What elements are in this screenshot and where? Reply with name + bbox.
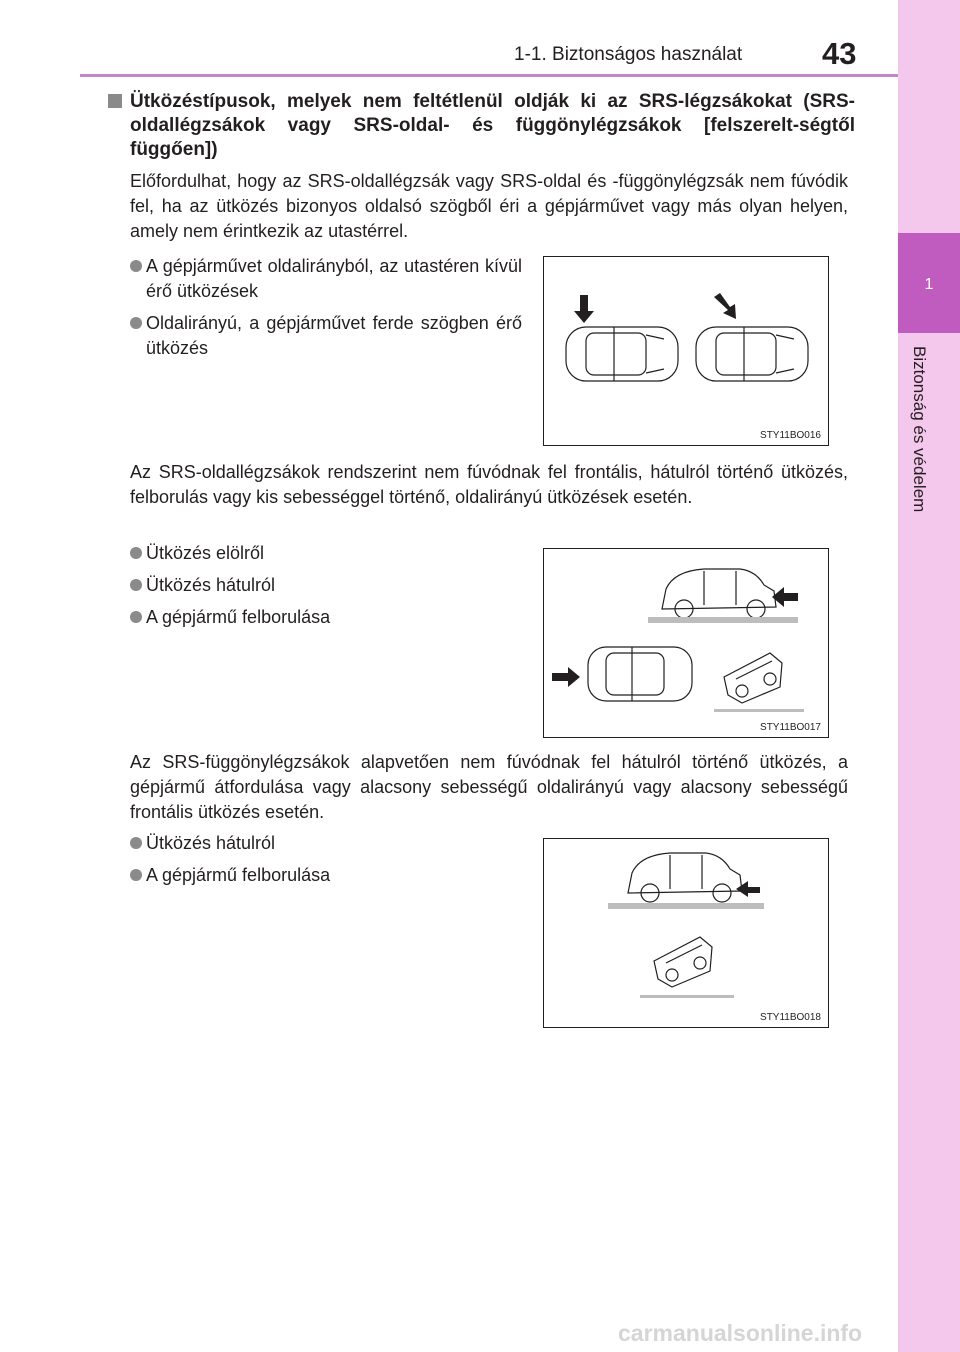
- list-item: A gépjármű felborulása: [130, 605, 522, 630]
- rear-rollover-illustration: [544, 839, 828, 1027]
- figure-non-deploy-side: [543, 548, 829, 738]
- figure-code: STY11BO018: [760, 1012, 821, 1023]
- header-rule: [80, 74, 898, 77]
- list-item: Ütközés hátulról: [130, 831, 522, 856]
- bullet-list-1: [130, 254, 522, 368]
- list-item: Oldalirányú, a gépjárművet ferde szögben érő ütközés: [130, 311, 522, 361]
- frontal-rear-rollover-illustration: [544, 549, 828, 737]
- chapter-number: 1: [924, 276, 934, 293]
- heading-square-icon: [108, 94, 122, 108]
- figure-side-impact: [543, 256, 829, 446]
- bullet-dot-icon: [130, 317, 142, 329]
- watermark: carmanualsonline.info: [618, 1320, 863, 1346]
- page-number: 43: [822, 36, 857, 71]
- figure-code: STY11BO016: [760, 430, 821, 441]
- bullet-list-3: [130, 831, 522, 895]
- bullet-list-2: [130, 541, 522, 637]
- list-item: Ütközés hátulról: [130, 573, 522, 598]
- bullet-dot-icon: [130, 579, 142, 591]
- section-title: 1-1. Biztonságos használat: [514, 44, 743, 65]
- list-item: A gépjárművet oldalirányból, az utastéren kívül érő ütközések: [130, 254, 522, 304]
- paragraph-intro: Előfordulhat, hogy az SRS-oldallégzsák vagy SRS-oldal és -függönylégzsák nem fúvódik fel, ha az ütközés bizonyos oldalsó szögből éri a gépjárművet vagy más olyan helyen, amely nem érintkezik az utastérrel.: [130, 171, 848, 241]
- chapter-sidebar: [898, 0, 960, 1352]
- list-item: A gépjármű felborulása: [130, 863, 522, 888]
- bullet-dot-icon: [130, 547, 142, 559]
- section-heading: [110, 90, 855, 162]
- bullet-dot-icon: [130, 260, 142, 272]
- bullet-dot-icon: [130, 611, 142, 623]
- list-item: Ütközés elölről: [130, 541, 522, 566]
- paragraph-side-airbags: Az SRS-oldallégzsákok rendszerint nem fúvódnak fel frontális, hátulról történő ütközés, felborulás vagy kis sebességgel történő, oldalirányú ütközések esetén.: [130, 462, 848, 507]
- paragraph-curtain-airbags: Az SRS-függönylégzsákok alapvetően nem fúvódnak fel hátulról történő ütközés, a gépjármű átfordulása vagy alacsony sebességű oldalirányú vagy alacsony sebességű frontális ütközés esetén.: [130, 752, 848, 822]
- bullet-dot-icon: [130, 869, 142, 881]
- figure-non-deploy-curtain: [543, 838, 829, 1028]
- side-impact-illustration: [544, 257, 828, 445]
- bullet-dot-icon: [130, 837, 142, 849]
- figure-code: STY11BO017: [760, 722, 821, 733]
- heading-text: Ütközéstípusok, melyek nem feltétlenül oldják ki az SRS-légzsákokat (SRS-oldallégzsákok vagy SRS-oldal- és függönylégzsákok [felszerelt-ségtől függően]): [130, 91, 855, 160]
- chapter-title: Biztonság és védelem: [910, 346, 929, 513]
